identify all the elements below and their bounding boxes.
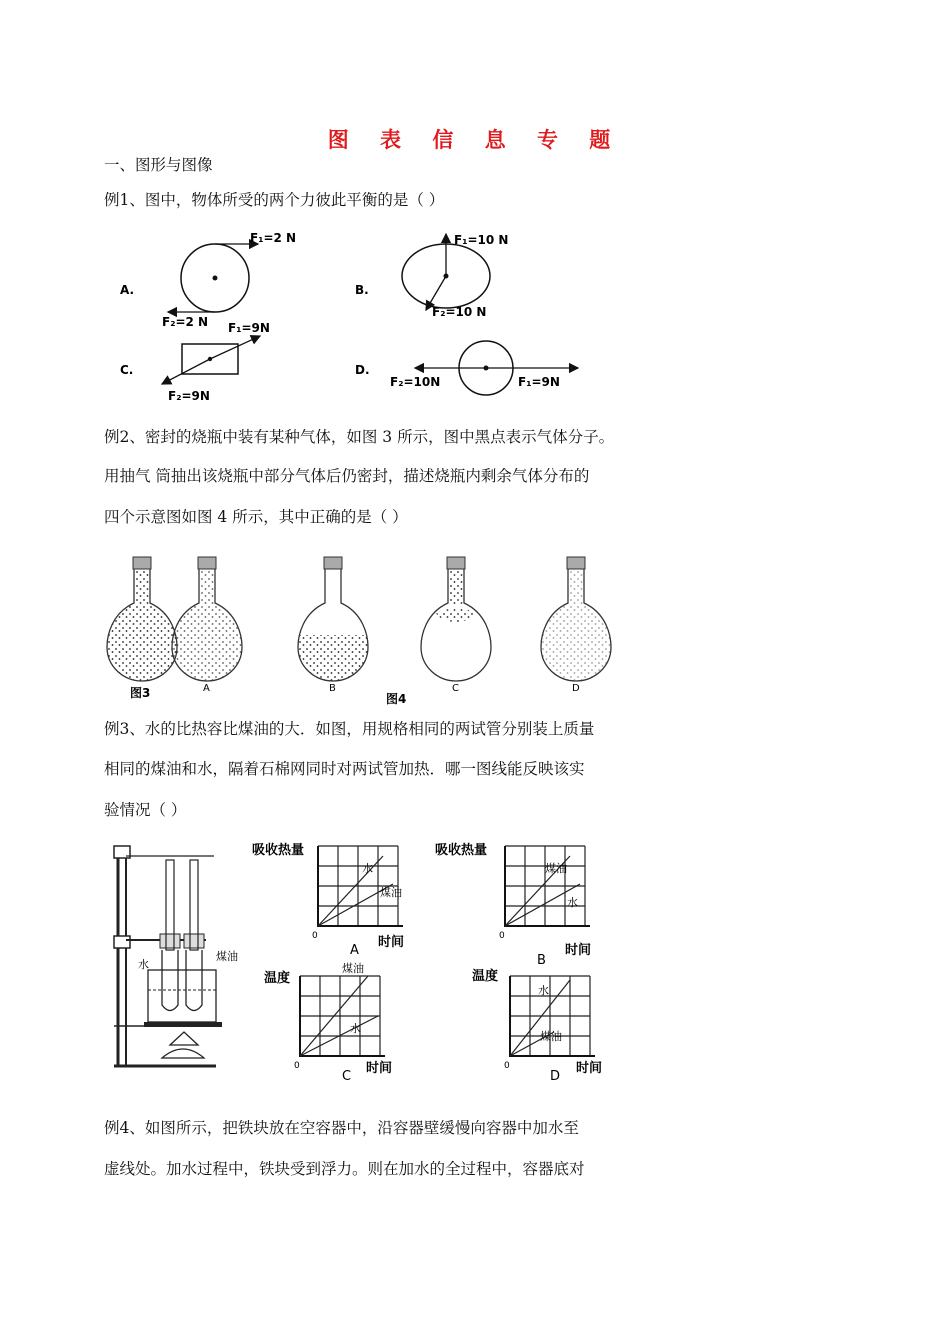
heating-apparatus	[104, 840, 244, 1076]
graph-b-origin: 0	[499, 931, 505, 941]
graph-b-upper: 煤油	[545, 862, 567, 875]
graph-c-ylabel: 温度	[264, 971, 291, 986]
example1-force-diagrams	[110, 228, 610, 408]
apparatus-water-label: 水	[138, 958, 149, 971]
graph-a-upper: 水	[362, 862, 373, 875]
option-c-label: C.	[120, 363, 134, 377]
graph-a-origin: 0	[312, 931, 318, 941]
graph-d-ylabel: 温度	[472, 969, 499, 984]
fig3-caption: 图3	[130, 686, 151, 700]
fig4-caption: 图4	[386, 692, 407, 706]
apparatus-kerosene-label: 煤油	[216, 950, 238, 963]
flask-option-d	[541, 557, 611, 681]
option-b-label: B.	[355, 283, 369, 297]
graph-c	[264, 961, 392, 1082]
example3-graphs	[250, 836, 610, 1082]
option-a-diagram	[120, 231, 296, 329]
example3-line2: 相同的煤油和水，隔着石棉网同时对两试管加热．哪一图线能反映该实	[104, 760, 585, 778]
graph-d-upper: 水	[538, 984, 549, 997]
graph-c-upper: 煤油	[342, 962, 364, 975]
example1-question: 例1、图中，物体所受的两个力彼此平衡的是（ ）	[104, 191, 445, 209]
graph-b	[435, 842, 591, 968]
option-d-f1: F₁=9N	[518, 375, 560, 389]
flask-label-b: B	[329, 683, 336, 694]
option-a-label: A.	[120, 283, 135, 297]
flask-option-a	[172, 557, 242, 681]
example4-line2: 虚线处。加水过程中，铁块受到浮力。则在加水的全过程中，容器底对	[104, 1160, 585, 1178]
graph-d-origin: 0	[504, 1061, 510, 1071]
graph-a-ylabel: 吸收热量	[252, 843, 305, 858]
option-b-f1: F₁=10 N	[454, 233, 509, 247]
flask-option-b	[298, 557, 368, 681]
option-c-f1: F₁=9N	[228, 321, 270, 335]
graph-a	[252, 842, 404, 958]
flask-label-d: D	[572, 683, 580, 694]
example3-line3: 验情况（ ）	[104, 801, 187, 819]
page-title: 图 表 信 息 专 题	[327, 127, 623, 152]
option-d-f2: F₂=10N	[390, 375, 441, 389]
section-heading: 一、图形与图像	[104, 156, 213, 174]
graph-d-xlabel: 时间	[576, 1061, 603, 1076]
graph-a-xlabel: 时间	[378, 935, 405, 950]
option-c-diagram	[120, 321, 270, 403]
flask-label-a: A	[203, 683, 210, 694]
option-c-f2: F₂=9N	[168, 389, 210, 403]
graph-b-ylabel: 吸收热量	[435, 843, 488, 858]
option-b-f2: F₂=10 N	[432, 305, 487, 319]
example2-line3: 四个示意图如图 4 所示，其中正确的是（ ）	[104, 508, 408, 526]
graph-d	[472, 968, 602, 1082]
graph-b-lower: 水	[567, 896, 578, 909]
option-b-diagram	[355, 233, 508, 319]
graph-b-xlabel: 时间	[565, 943, 592, 958]
option-d-diagram	[355, 341, 578, 395]
option-a-f2: F₂=2 N	[162, 315, 209, 329]
example4-line1: 例4、如图所示，把铁块放在空容器中，沿容器壁缓慢向容器中加水至	[104, 1119, 579, 1137]
option-a-f1: F₁=2 N	[250, 231, 297, 245]
flask-fig3	[107, 557, 177, 681]
example3-line1: 例3、水的比热容比煤油的大．如图，用规格相同的两试管分别装上质量	[104, 720, 595, 738]
example2-line2: 用抽气 筒抽出该烧瓶中部分气体后仍密封，描述烧瓶内剩余气体分布的	[104, 467, 590, 485]
graph-c-origin: 0	[294, 1061, 300, 1071]
example2-flask-figures	[100, 555, 620, 710]
graph-a-lower: 煤油	[380, 886, 402, 899]
example2-line1: 例2、密封的烧瓶中装有某种气体，如图 3 所示，图中黑点表示气体分子。	[104, 428, 615, 446]
graph-c-xlabel: 时间	[366, 1061, 393, 1076]
graph-c-letter: C	[342, 1069, 352, 1082]
graph-b-letter: B	[537, 953, 546, 968]
flask-option-c	[421, 557, 491, 681]
flask-label-c: C	[452, 683, 459, 694]
graph-c-lower: 水	[350, 1022, 361, 1035]
graph-a-letter: A	[350, 943, 359, 958]
option-d-label: D.	[355, 363, 370, 377]
graph-d-lower: 煤油	[540, 1030, 562, 1043]
graph-d-letter: D	[550, 1069, 561, 1082]
